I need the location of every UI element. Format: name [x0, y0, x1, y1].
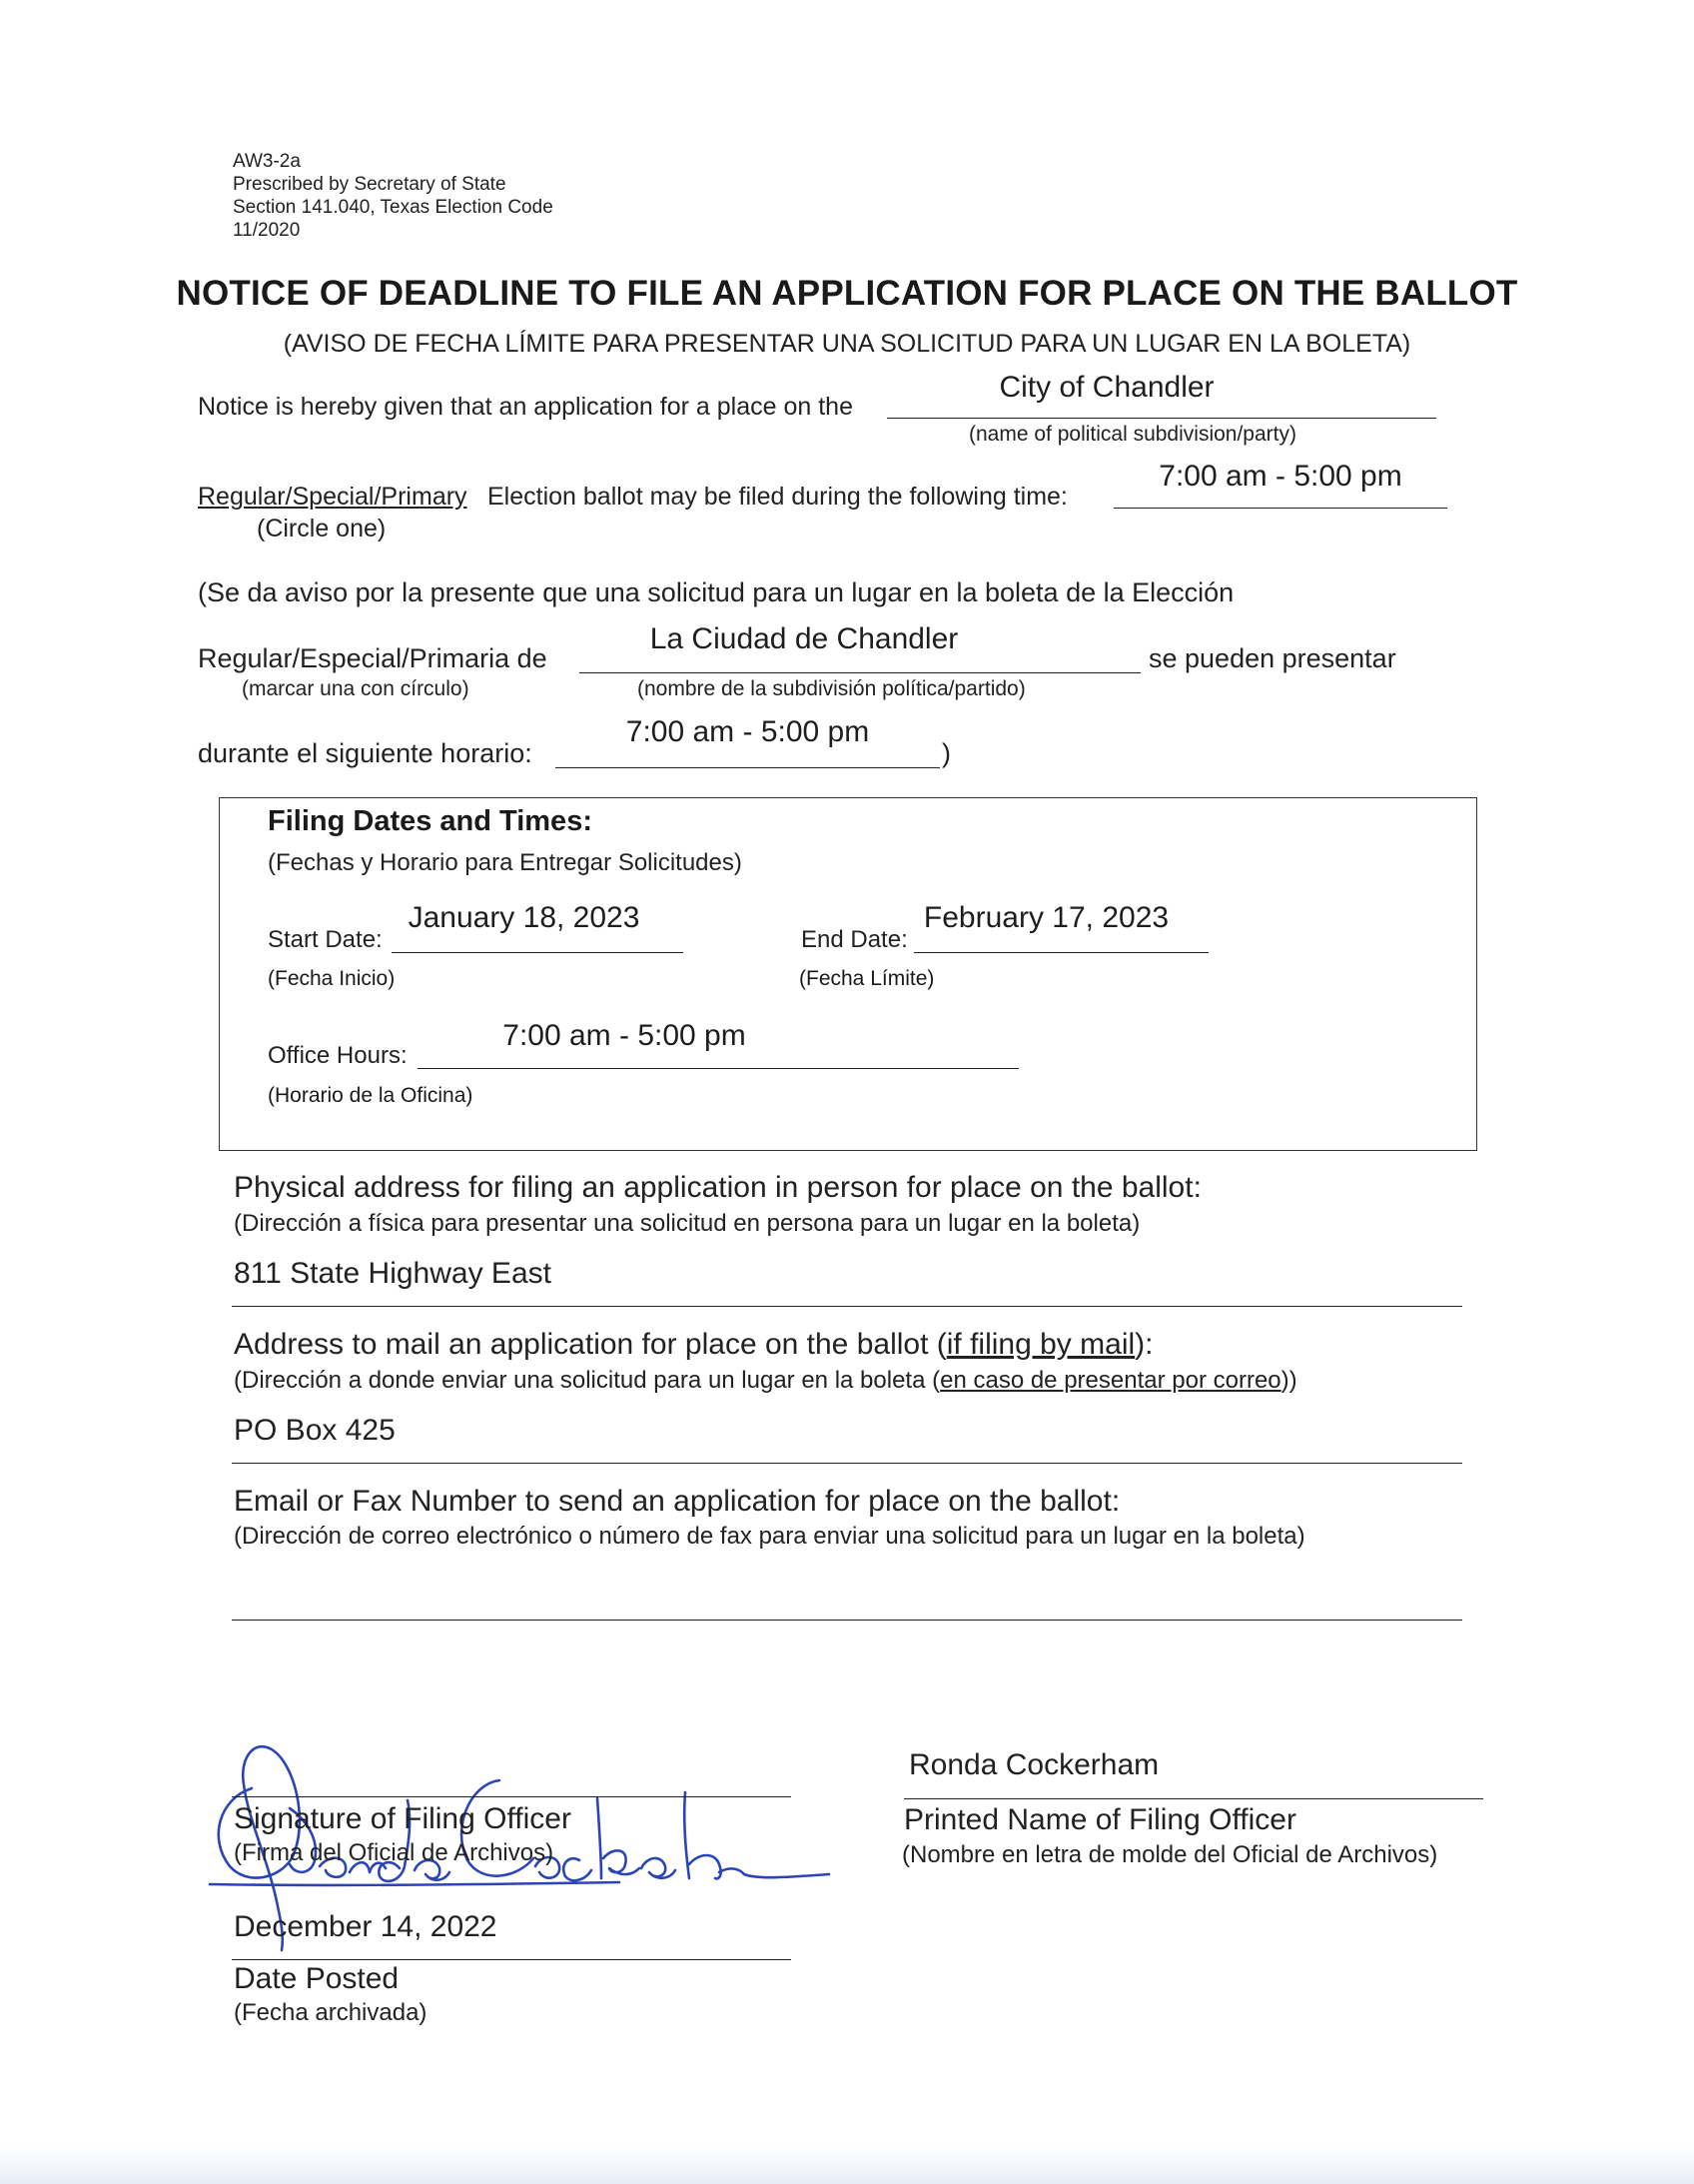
subdivision-es-value: La Ciudad de Chandler [649, 622, 959, 655]
notice-lead: Notice is hereby given that an application for a place on the [198, 393, 853, 421]
mail-address-line [232, 1463, 1462, 1464]
mail-label-post: ): [1135, 1328, 1154, 1361]
end-date-label: End Date: [801, 926, 908, 953]
election-type-options: Regular/Special/Primary [198, 483, 467, 511]
mail-label-es-post: )) [1280, 1367, 1297, 1394]
time-line [1114, 508, 1447, 509]
printed-name-label-es: (Nombre en letra de molde del Oficial de Archivos) [902, 1841, 1438, 1868]
circle-caption-es: (marcar una con círculo) [242, 677, 469, 700]
subdivision-line [887, 418, 1436, 419]
end-date-caption: (Fecha Límite) [799, 967, 935, 990]
form-id: AW3-2a [233, 151, 301, 172]
physical-address-value: 811 State Highway East [234, 1257, 551, 1290]
schedule-label-es: durante el siguiente horario: [198, 738, 532, 768]
email-fax-label-es: (Dirección de correo electrónico o número de fax para enviar una solicitud para un lugar en la boleta) [234, 1523, 1305, 1550]
date-posted-label-es: (Fecha archivada) [234, 1999, 427, 2026]
office-hours-label: Office Hours: [268, 1042, 408, 1069]
end-date-value: February 17, 2023 [923, 901, 1170, 934]
date-posted-line [232, 1959, 791, 1960]
election-type-options-es: Regular/Especial/Primaria de [198, 643, 547, 673]
code-section: Section 141.040, Texas Election Code [233, 197, 553, 218]
filing-time-value: 7:00 am - 5:00 pm [1159, 460, 1402, 493]
notice-es-tail: se pueden presentar [1149, 643, 1396, 673]
filing-box-heading-es: (Fechas y Horario para Entregar Solicitudes) [268, 849, 742, 876]
physical-address-label-es: (Dirección a física para presentar una solicitud en persona para un lugar en la boleta) [234, 1210, 1141, 1237]
mail-address-value: PO Box 425 [234, 1414, 396, 1447]
office-hours-caption: (Horario de la Oficina) [268, 1084, 473, 1107]
prescribed-by: Prescribed by Secretary of State [233, 174, 506, 195]
signature-line [232, 1796, 791, 1797]
revision-date: 11/2020 [233, 220, 301, 241]
subdivision-caption: (name of political subdivision/party) [969, 423, 1296, 446]
scan-edge-shading [0, 2148, 1694, 2184]
office-hours-line [418, 1068, 1019, 1069]
notice-middle: Election ballot may be filed during the following time: [487, 483, 1068, 511]
mail-address-label [234, 1328, 1153, 1362]
signature-label: Signature of Filing Officer [234, 1802, 571, 1835]
mail-label-pre: Address to mail an application for place on the ballot ( [234, 1328, 947, 1361]
start-date-value: January 18, 2023 [408, 901, 640, 934]
start-date-line [392, 952, 683, 953]
end-date-line [914, 952, 1209, 953]
printed-name-label: Printed Name of Filing Officer [904, 1803, 1296, 1836]
physical-address-label: Physical address for filing an application in person for place on the ballot: [234, 1171, 1202, 1204]
date-posted-value: December 14, 2022 [234, 1910, 497, 1943]
email-fax-line [232, 1620, 1462, 1621]
signature-label-es: (Firma del Oficial de Archivos) [234, 1839, 554, 1866]
office-hours-value: 7:00 am - 5:00 pm [502, 1019, 746, 1052]
subdivision-value: City of Chandler [999, 371, 1215, 404]
mail-label-emphasis: if filing by mail [946, 1328, 1136, 1361]
schedule-es-line [555, 767, 940, 768]
mail-address-label-es [234, 1367, 1297, 1395]
schedule-es-close: ) [942, 738, 951, 768]
printed-name-line [904, 1798, 1483, 1799]
date-posted-label: Date Posted [234, 1962, 400, 1995]
schedule-es-value: 7:00 am - 5:00 pm [625, 715, 870, 748]
subdivision-caption-es: (nombre de la subdivisión política/partido) [637, 677, 1026, 700]
start-date-caption: (Fecha Inicio) [268, 967, 396, 990]
printed-name-value: Ronda Cockerham [909, 1748, 1160, 1781]
mail-label-es-emphasis: en caso de presentar por correo [940, 1367, 1281, 1394]
circle-one-caption: (Circle one) [257, 515, 387, 543]
document-title: NOTICE OF DEADLINE TO FILE AN APPLICATION FOR PLACE ON THE BALLOT [176, 274, 1518, 313]
subdivision-es-line [579, 672, 1141, 673]
filing-box-heading: Filing Dates and Times: [268, 805, 592, 837]
start-date-label: Start Date: [268, 926, 383, 953]
document-subtitle: (AVISO DE FECHA LÍMITE PARA PRESENTAR UNA SOLICITUD PARA UN LUGAR EN LA BOLETA) [283, 330, 1411, 358]
email-fax-label: Email or Fax Number to send an application for place on the ballot: [234, 1485, 1121, 1518]
physical-address-line [232, 1306, 1462, 1307]
notice-es-line1: (Se da aviso por la presente que una solicitud para un lugar en la boleta de la Elección [198, 577, 1235, 607]
mail-label-es-pre: (Dirección a donde enviar una solicitud para un lugar en la boleta ( [234, 1367, 941, 1394]
